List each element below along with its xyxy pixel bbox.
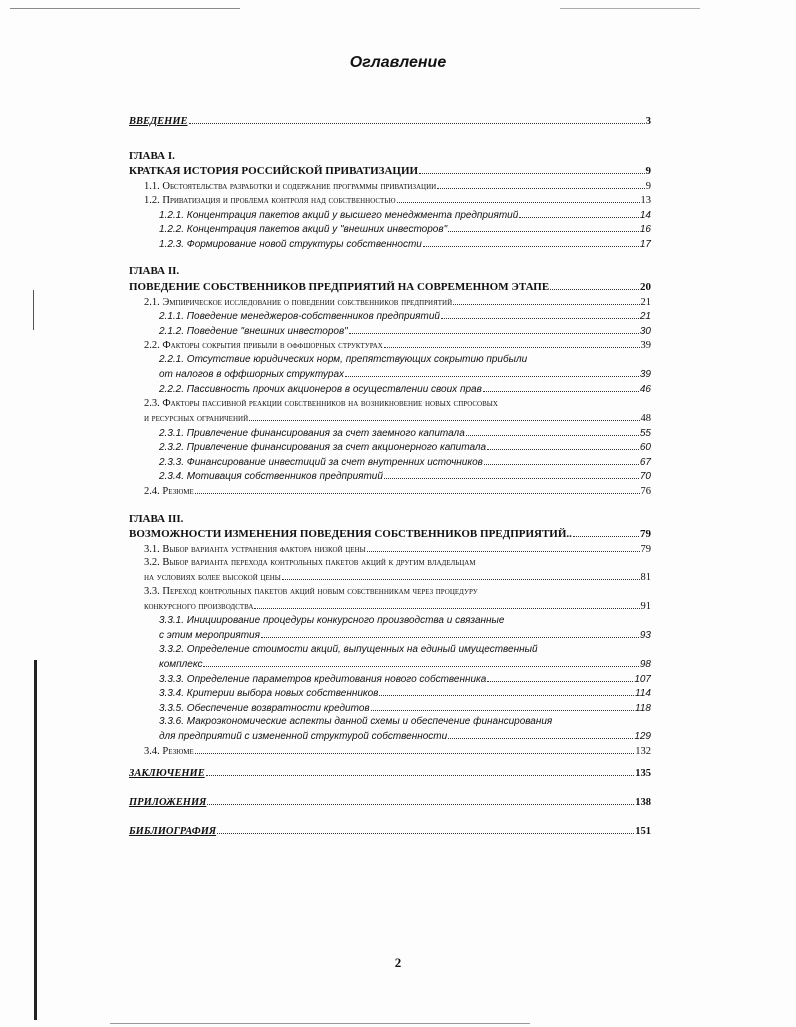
toc-page: 30 bbox=[639, 326, 651, 337]
toc-entry-3-3-6-line1: 3.3.6. Макроэкономические аспекты данной схемы и обеспечение финансирования bbox=[159, 716, 553, 727]
toc-label: 2.4. Резюме bbox=[144, 486, 194, 497]
toc-label: 1.1. Обстоятельства разработки и содержание программы приватизации bbox=[144, 181, 437, 192]
toc-page: 3 bbox=[645, 116, 651, 127]
toc-page: 70 bbox=[639, 471, 651, 482]
leader-dots bbox=[483, 382, 639, 392]
toc-entry-conclusion[interactable] bbox=[129, 766, 651, 780]
toc-page: 129 bbox=[634, 731, 651, 742]
toc-label: 2.1.1. Поведение менеджеров-собственников предприятий bbox=[159, 311, 440, 322]
toc-page: 114 bbox=[635, 688, 651, 699]
leader-dots bbox=[397, 193, 640, 203]
leader-dots bbox=[423, 237, 639, 247]
scan-artifact bbox=[10, 8, 240, 9]
toc-page: 98 bbox=[639, 659, 651, 670]
toc-page: 79 bbox=[640, 528, 651, 540]
toc-entry-2-2-1[interactable] bbox=[159, 367, 651, 381]
toc-page: 151 bbox=[635, 826, 651, 837]
leader-dots bbox=[441, 309, 639, 319]
toc-entry-3-3-2-line1: 3.3.2. Определение стоимости акций, выпущенных на единый имущественный bbox=[159, 644, 538, 655]
toc-label: ВВЕДЕНИЕ bbox=[129, 116, 188, 127]
toc-page: 21 bbox=[640, 297, 651, 308]
leader-dots bbox=[206, 766, 635, 776]
toc-entry-2-3[interactable] bbox=[144, 411, 651, 425]
toc-label: и ресурсных ограничений bbox=[144, 413, 249, 424]
toc-page: 67 bbox=[639, 457, 651, 468]
toc-label: БИБЛИОГРАФИЯ bbox=[129, 826, 217, 837]
toc-label: 2.1.2. Поведение "внешних инвесторов" bbox=[159, 326, 348, 337]
toc-page: 81 bbox=[640, 572, 651, 583]
toc-page: 17 bbox=[639, 239, 651, 250]
toc-label: с этим мероприятия bbox=[159, 630, 260, 641]
toc-entry-2-3-2[interactable] bbox=[159, 440, 651, 454]
toc-label: 1.2.2. Концентрация пакетов акций у "внешних инвесторов" bbox=[159, 224, 448, 235]
toc-entry-2-3-line1: 2.3. Факторы пассивной реакции собственников на возникновение новых спросовых bbox=[144, 398, 498, 409]
toc-page: 135 bbox=[635, 768, 651, 779]
toc-label: от налогов в оффшорных структурах bbox=[159, 369, 345, 380]
toc-entry-3-3-4[interactable] bbox=[159, 686, 651, 700]
toc-page: 118 bbox=[635, 703, 651, 714]
toc-entry-3-3-3[interactable] bbox=[159, 672, 651, 686]
toc-entry-2-2-2[interactable] bbox=[159, 382, 651, 396]
toc-entry-2-4[interactable] bbox=[144, 484, 651, 498]
leader-dots bbox=[345, 367, 639, 377]
leader-dots bbox=[349, 324, 639, 334]
toc-label: 3.3.5. Обеспечение возвратности кредитов bbox=[159, 703, 370, 714]
toc-label: ВОЗМОЖНОСТИ ИЗМЕНЕНИЯ ПОВЕДЕНИЯ СОБСТВЕННИКОВ ПРЕДПРИЯТИЙ.. bbox=[129, 528, 572, 540]
leader-dots bbox=[195, 744, 634, 754]
toc-label: 2.2.2. Пассивность прочих акционеров в осуществлении своих прав bbox=[159, 384, 482, 395]
leader-dots bbox=[195, 484, 640, 494]
toc-page: 138 bbox=[635, 797, 651, 808]
page-title: Оглавление bbox=[349, 54, 447, 71]
toc-page: 79 bbox=[640, 544, 651, 555]
toc-entry-2-1-2[interactable] bbox=[159, 324, 651, 338]
toc-label: 3.3.3. Определение параметров кредитования нового собственника bbox=[159, 674, 487, 685]
toc-entry-3-2[interactable] bbox=[144, 570, 651, 584]
toc-entry-3-3-1[interactable] bbox=[159, 628, 651, 642]
leader-dots bbox=[437, 179, 645, 189]
leader-dots bbox=[550, 280, 639, 290]
toc-page: 55 bbox=[639, 428, 651, 439]
page-number: 2 bbox=[394, 955, 402, 970]
toc-entry-2-1-1[interactable] bbox=[159, 309, 651, 323]
leader-dots bbox=[367, 542, 640, 552]
toc-entry-1-2[interactable] bbox=[144, 193, 651, 207]
leader-dots bbox=[487, 440, 639, 450]
toc-entry-1-2-2[interactable] bbox=[159, 222, 651, 236]
toc-entry-3-3-6[interactable] bbox=[159, 729, 651, 743]
toc-label: ЗАКЛЮЧЕНИЕ bbox=[129, 768, 205, 779]
scan-artifact bbox=[110, 1023, 530, 1024]
toc-page: 107 bbox=[634, 674, 651, 685]
leader-dots bbox=[384, 469, 639, 479]
toc-label: 2.3.3. Финансирование инвестиций за счет внутренних источников bbox=[159, 457, 483, 468]
toc-label: 3.3.4. Критерии выбора новых собственников bbox=[159, 688, 379, 699]
toc-label: 2.2. Факторы сокрытия прибыли в оффшорных структурах bbox=[144, 340, 383, 351]
toc-label: для предприятий с измененной структурой собственности bbox=[159, 731, 448, 742]
toc-page: 91 bbox=[640, 601, 651, 612]
leader-dots bbox=[487, 672, 633, 682]
toc-label: 2.3.4. Мотивация собственников предприятий bbox=[159, 471, 383, 482]
toc-page: 16 bbox=[639, 224, 651, 235]
toc-entry-3-2-line1: 3.2. Выбор варианта перехода контрольных пакетов акций к другим владельцам bbox=[144, 557, 476, 568]
toc-label: конкурсного производства bbox=[144, 601, 254, 612]
leader-dots bbox=[448, 729, 633, 739]
toc-label: 2.3.2. Привлечение финансирования за счет акционерного капитала bbox=[159, 442, 487, 453]
toc-entry-2-1[interactable] bbox=[144, 295, 651, 309]
toc-page: 76 bbox=[640, 486, 651, 497]
chapter-label: ГЛАВА I. bbox=[129, 150, 175, 162]
leader-dots bbox=[484, 455, 639, 465]
toc-page: 21 bbox=[639, 311, 651, 322]
toc-entry-3-3-1-line1: 3.3.1. Инициирование процедуры конкурсного производства и связанные bbox=[159, 615, 505, 626]
toc-entry-3-3-2[interactable] bbox=[159, 657, 651, 671]
toc-entry-1-2-3[interactable] bbox=[159, 237, 651, 251]
leader-dots bbox=[203, 657, 638, 667]
toc-entry-1-1[interactable] bbox=[144, 179, 651, 193]
toc-label: 3.4. Резюме bbox=[144, 746, 194, 757]
toc-entry-3-3-line1: 3.3. Переход контрольных пакетов акций новым собственникам через процедуру bbox=[144, 586, 478, 597]
toc-entry-bibliography[interactable] bbox=[129, 824, 651, 838]
leader-dots bbox=[379, 686, 634, 696]
chapter-label: ГЛАВА III. bbox=[129, 513, 184, 525]
toc-label: на условиях более высокой цены bbox=[144, 572, 281, 583]
toc-label: КРАТКАЯ ИСТОРИЯ РОССИЙСКОЙ ПРИВАТИЗАЦИИ bbox=[129, 165, 419, 177]
leader-dots bbox=[453, 295, 639, 305]
leader-dots bbox=[384, 338, 640, 348]
toc-page: 9 bbox=[645, 165, 651, 177]
toc-entry-1-2-1[interactable] bbox=[159, 208, 651, 222]
toc-label: 1.2.3. Формирование новой структуры собственности bbox=[159, 239, 422, 250]
toc-entry-chapter-3[interactable] bbox=[129, 527, 651, 541]
toc-page: 9 bbox=[645, 181, 651, 192]
scan-artifact bbox=[33, 290, 34, 330]
leader-dots bbox=[419, 164, 644, 174]
toc-page: 14 bbox=[639, 210, 651, 221]
toc-page: 93 bbox=[639, 630, 651, 641]
toc-entry-introduction[interactable] bbox=[129, 114, 651, 128]
toc-entry-3-3[interactable] bbox=[144, 599, 651, 613]
toc-label: 1.2.1. Концентрация пакетов акций у высшего менеджмента предприятий bbox=[159, 210, 519, 221]
leader-dots bbox=[217, 824, 634, 834]
leader-dots bbox=[371, 701, 634, 711]
leader-dots bbox=[573, 527, 639, 537]
leader-dots bbox=[189, 114, 645, 124]
toc-entry-2-2-1-line1: 2.2.1. Отсутствие юридических норм, препятствующих сокрытию прибыли bbox=[159, 354, 528, 365]
leader-dots bbox=[249, 411, 639, 421]
chapter-label: ГЛАВА II. bbox=[129, 265, 180, 277]
toc-page: 39 bbox=[639, 369, 651, 380]
toc-label: комплекс bbox=[159, 659, 203, 670]
toc-page: 39 bbox=[640, 340, 651, 351]
toc-entry-chapter-1[interactable] bbox=[129, 164, 651, 178]
toc-entry-2-3-3[interactable] bbox=[159, 455, 651, 469]
leader-dots bbox=[448, 222, 639, 232]
leader-dots bbox=[207, 795, 634, 805]
toc-entry-2-2[interactable] bbox=[144, 338, 651, 352]
toc-page: 20 bbox=[640, 281, 651, 293]
toc-entry-2-3-1[interactable] bbox=[159, 426, 651, 440]
toc-label: 1.2. Приватизация и проблема контроля над собственностью bbox=[144, 195, 396, 206]
leader-dots bbox=[282, 570, 640, 580]
toc-entry-3-1[interactable] bbox=[144, 542, 651, 556]
toc-label: ПОВЕДЕНИЕ СОБСТВЕННИКОВ ПРЕДПРИЯТИЙ НА СОВРЕМЕННОМ ЭТАПЕ bbox=[129, 281, 550, 293]
leader-dots bbox=[261, 628, 639, 638]
toc-page: 13 bbox=[640, 195, 651, 206]
toc-label: 2.3.1. Привлечение финансирования за счет заемного капитала bbox=[159, 428, 465, 439]
leader-dots bbox=[466, 426, 639, 436]
leader-dots bbox=[519, 208, 639, 218]
toc-entry-3-3-5[interactable] bbox=[159, 701, 651, 715]
leader-dots bbox=[254, 599, 639, 609]
toc-label: 3.1. Выбор варианта устранения фактора низкой цены bbox=[144, 544, 366, 555]
toc-label: 2.1. Эмпирическое исследование о поведении собственников предприятий bbox=[144, 297, 453, 308]
scan-artifact bbox=[560, 8, 700, 9]
toc-page: 60 bbox=[639, 442, 651, 453]
toc-entry-appendix[interactable] bbox=[129, 795, 651, 809]
toc-label: ПРИЛОЖЕНИЯ bbox=[129, 797, 207, 808]
toc-entry-chapter-2[interactable] bbox=[129, 280, 651, 294]
toc-entry-2-3-4[interactable] bbox=[159, 469, 651, 483]
toc-page: 48 bbox=[640, 413, 651, 424]
toc-page: 132 bbox=[635, 746, 651, 757]
toc-entry-3-4[interactable] bbox=[144, 744, 651, 758]
toc-page: 46 bbox=[639, 384, 651, 395]
